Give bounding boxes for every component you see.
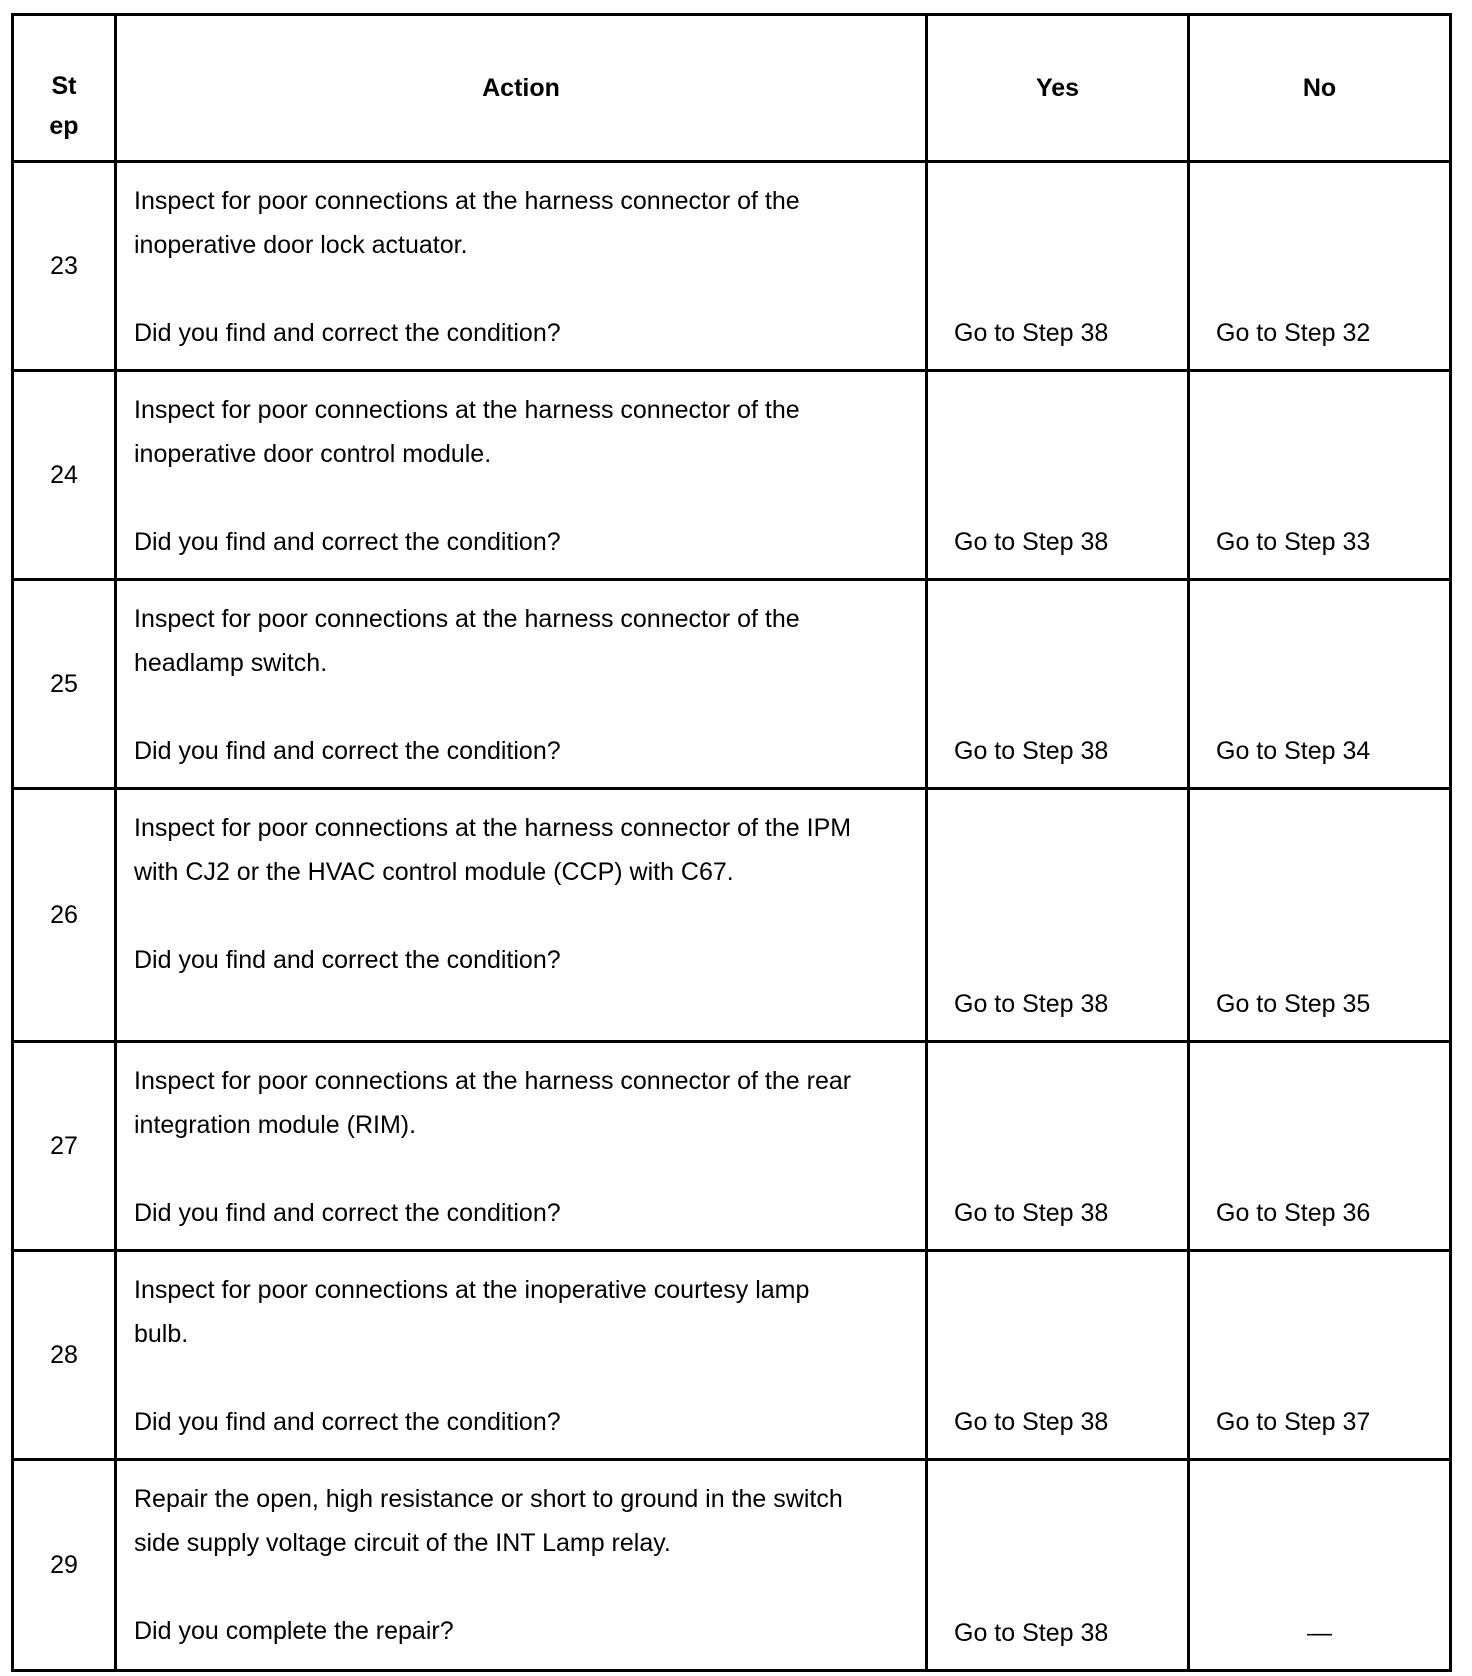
step-number: 23: [13, 162, 116, 371]
table-row: [13, 1460, 1451, 1671]
no-result: Go to Step 36: [1189, 1042, 1451, 1251]
action-question: Did you find and correct the condition?: [134, 946, 561, 974]
diagnostic-table: [11, 13, 1452, 1672]
action-instruction: Inspect for poor connections at the harness connector of the IPM with CJ2 or the HVAC control module (CCP) with C67.: [134, 814, 852, 886]
action-cell: [116, 789, 927, 1042]
action-instruction: Inspect for poor connections at the harness connector of the inoperative door control module.: [134, 396, 800, 468]
action-question: Did you find and correct the condition?: [134, 319, 561, 347]
header-no: [1189, 15, 1451, 162]
step-number: 24: [13, 371, 116, 580]
action-cell: [116, 1251, 927, 1460]
header-no-label: No: [1302, 74, 1337, 102]
no-result: Go to Step 37: [1189, 1251, 1451, 1460]
yes-result: Go to Step 38: [927, 580, 1189, 789]
table-row: [13, 789, 1451, 1042]
action-question: Did you find and correct the condition?: [134, 1199, 561, 1227]
yes-result: Go to Step 38: [927, 371, 1189, 580]
header-row: [13, 15, 1451, 162]
yes-result: Go to Step 38: [927, 1460, 1189, 1671]
step-number: 26: [13, 789, 116, 1042]
no-result: Go to Step 34: [1189, 580, 1451, 789]
action-instruction: Inspect for poor connections at the harness connector of the inoperative door lock actuator.: [134, 187, 800, 259]
yes-result: Go to Step 38: [927, 1251, 1189, 1460]
no-result: Go to Step 32: [1189, 162, 1451, 371]
action-question: Did you complete the repair?: [134, 1617, 454, 1645]
no-result: Go to Step 33: [1189, 371, 1451, 580]
step-number: 29: [13, 1460, 116, 1671]
action-question: Did you find and correct the condition?: [134, 1408, 561, 1436]
action-cell: [116, 580, 927, 789]
table-row: [13, 1251, 1451, 1460]
table-row: [13, 580, 1451, 789]
no-result: —: [1189, 1460, 1451, 1671]
step-number: 27: [13, 1042, 116, 1251]
action-instruction: Repair the open, high resistance or short to ground in the switch side supply voltage circuit of the INT Lamp relay.: [134, 1485, 843, 1557]
yes-result: Go to Step 38: [927, 789, 1189, 1042]
table-row: [13, 1042, 1451, 1251]
action-instruction: Inspect for poor connections at the inoperative courtesy lamp bulb.: [134, 1276, 810, 1348]
table-row: [13, 162, 1451, 371]
header-action-label: Action: [482, 74, 560, 102]
header-yes-label: Yes: [1035, 74, 1080, 102]
step-number: 28: [13, 1251, 116, 1460]
action-cell: [116, 162, 927, 371]
no-result: Go to Step 35: [1189, 789, 1451, 1042]
action-question: Did you find and correct the condition?: [134, 737, 561, 765]
action-cell: [116, 371, 927, 580]
header-action: [116, 15, 927, 162]
header-step: [13, 15, 116, 162]
action-instruction: Inspect for poor connections at the harness connector of the rear integration module (RIM).: [134, 1067, 852, 1139]
header-yes: [927, 15, 1189, 162]
action-instruction: Inspect for poor connections at the harness connector of the headlamp switch.: [134, 605, 800, 677]
step-number: 25: [13, 580, 116, 789]
table-row: [13, 371, 1451, 580]
action-question: Did you find and correct the condition?: [134, 528, 561, 556]
header-step-label: St ep: [49, 72, 79, 140]
action-cell: [116, 1460, 927, 1671]
yes-result: Go to Step 38: [927, 1042, 1189, 1251]
yes-result: Go to Step 38: [927, 162, 1189, 371]
action-cell: [116, 1042, 927, 1251]
